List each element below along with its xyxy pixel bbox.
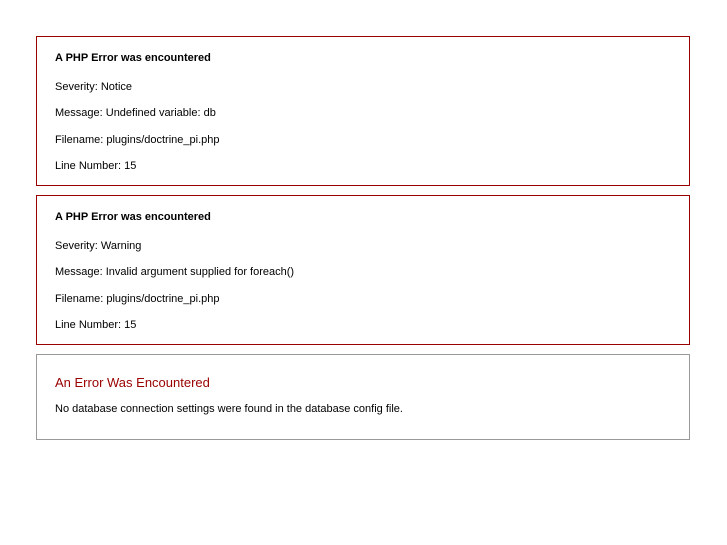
error-message: Message: Undefined variable: db	[55, 107, 216, 119]
error-filename: Filename: plugins/doctrine_pi.php	[55, 293, 220, 305]
fatal-error-message: No database connection settings were found in the database config file.	[55, 403, 403, 415]
fatal-error-box	[36, 354, 690, 440]
error-severity: Severity: Notice	[55, 81, 133, 93]
fatal-error-heading: An Error Was Encountered	[55, 375, 210, 390]
error-message: Message: Invalid argument supplied for foreach()	[55, 266, 295, 278]
php-error-notice-box	[36, 36, 690, 186]
php-error-warning-box	[36, 195, 690, 345]
error-line-number: Line Number: 15	[55, 160, 137, 172]
error-title: A PHP Error was encountered	[55, 211, 211, 223]
error-line-number: Line Number: 15	[55, 319, 137, 331]
error-title: A PHP Error was encountered	[55, 52, 211, 64]
error-filename: Filename: plugins/doctrine_pi.php	[55, 134, 220, 146]
error-severity: Severity: Warning	[55, 240, 142, 252]
